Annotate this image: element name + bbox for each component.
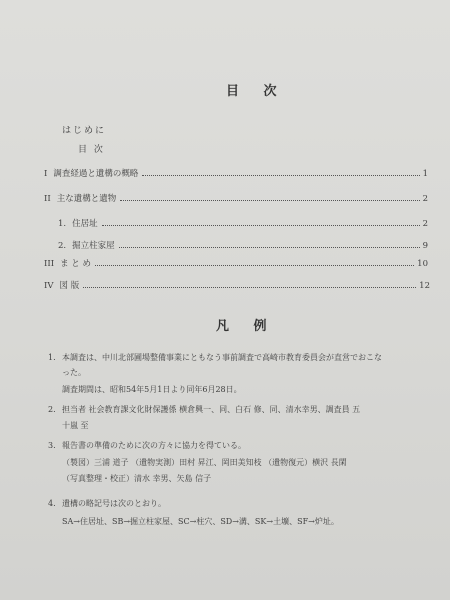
notes-title: 凡 例 (216, 319, 277, 334)
toc-entry-text: 主な遺構と遺物 (56, 194, 117, 204)
note-text: 報告書の準備のために次の方々に協力を得ている。 (62, 441, 246, 450)
toc-entry-4 (58, 239, 428, 251)
toc-leader-dots (95, 265, 414, 266)
toc-contents: 目 次 (78, 145, 105, 155)
note-number: 2. (48, 405, 56, 414)
toc-title: 目 次 (226, 84, 287, 99)
note-3-line-1 (48, 440, 246, 451)
toc-entry-num: III (44, 259, 55, 269)
toc-entry-num: II (44, 194, 51, 204)
note-text: 遺構の略記号は次のとおり。 (62, 499, 166, 508)
note-3-line-3: （写真整理・校正）清水 幸男、矢島 信子 (62, 474, 212, 483)
toc-entry-5 (44, 257, 428, 269)
note-1-line-2: った。 (62, 368, 86, 377)
toc-entry-page: 9 (422, 241, 428, 251)
note-4-line-2: SA→住居址、SB→掘立柱家屋、SC→柱穴、SD→溝、SK→土壙、SF→炉址。 (62, 517, 339, 526)
toc-entry-num: I (44, 169, 48, 179)
toc-entry-page: 10 (417, 259, 428, 269)
toc-entry-2 (44, 192, 428, 204)
toc-leader-dots (119, 247, 420, 248)
toc-entry-num: 1. (58, 219, 67, 229)
toc-entry-text: 調査経過と遺構の概略 (53, 169, 139, 179)
toc-entry-3 (58, 217, 428, 229)
toc-intro: はじめに (62, 126, 107, 136)
toc-entry-text: ま と め (60, 259, 91, 269)
note-3-line-2: （製図）三浦 道子 （遺物実測）田村 昇江、岡田美知枝 （遺物復元）横沢 長閑 (62, 458, 347, 467)
note-text: 担当者 社会教育課文化財保護係 横倉興一、同、白石 修、同、清水幸男、調査員 五 (62, 405, 361, 414)
note-4-line-1 (48, 498, 166, 509)
toc-entry-page: 2 (422, 219, 428, 229)
toc-entry-6 (44, 279, 430, 291)
note-1-line-1 (48, 352, 382, 363)
toc-leader-dots (102, 225, 420, 226)
note-number: 3. (48, 441, 56, 450)
toc-entry-page: 1 (422, 169, 428, 179)
toc-entry-text: 掘立柱家屋 (72, 241, 115, 251)
note-number: 4. (48, 499, 56, 508)
toc-entry-1 (44, 167, 428, 179)
toc-entry-page: 2 (422, 194, 428, 204)
toc-entry-text: 図 版 (59, 281, 80, 291)
toc-entry-num: IV (44, 281, 54, 291)
note-2-line-2: 十嵐 至 (62, 421, 89, 430)
toc-leader-dots (142, 175, 419, 176)
toc-leader-dots (120, 200, 419, 201)
toc-entry-text: 住居址 (72, 219, 98, 229)
toc-entry-page: 12 (419, 281, 430, 291)
note-2-line-1 (48, 404, 360, 415)
note-number: 1. (48, 353, 56, 362)
toc-leader-dots (83, 287, 416, 288)
toc-entry-num: 2. (58, 241, 67, 251)
note-1-line-3: 調査期間は、昭和54年5月1日より同年6月28日。 (62, 385, 242, 394)
note-text: 本調査は、中川北部圃場整備事業にともなう事前調査で高崎市教育委員会が直営でおこな (62, 353, 382, 362)
